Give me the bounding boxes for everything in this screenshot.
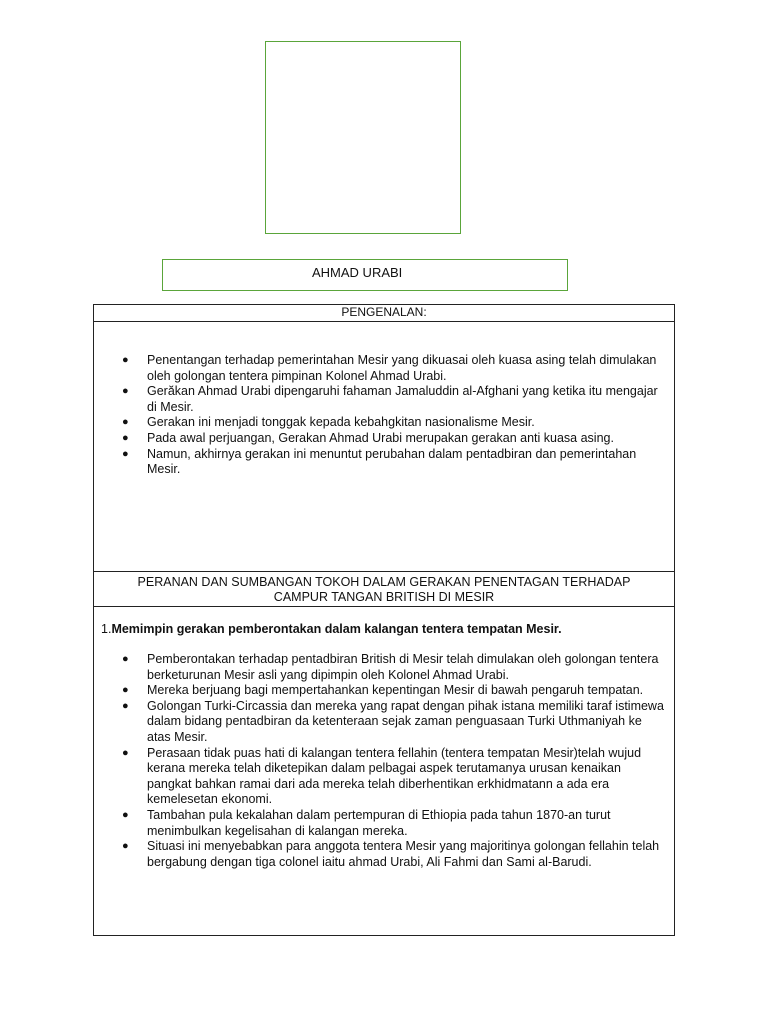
bullet-icon: ● (122, 746, 129, 759)
bullet-icon: ● (122, 431, 129, 444)
list-item: ● Golongan Turki-Circassia dan mereka yang rapat dengan pihak istana memiliki taraf istimewa dalam bidang pentadbiran da ketenteraan sejak zaman penguasaan Turki Uthmaniyah ke atas Mesir. (122, 698, 664, 744)
role-heading-line: CAMPUR TANGAN BRITISH DI MESIR (273, 590, 495, 604)
bullet-icon: ● (122, 385, 129, 398)
bullet-icon: ● (122, 416, 129, 429)
bullet-icon: ● (122, 699, 129, 712)
intro-heading: PENGENALAN: (94, 305, 674, 322)
page-title: AHMAD URABI (312, 265, 403, 280)
point-number: 1. (101, 622, 112, 636)
bullet-icon: ● (122, 447, 129, 460)
list-item: ● Penentangan terhadap pemerintahan Mesir yang dikuasai oleh kuasa asing telah dimulakan oleh golongan tentera pimpinan Kolonel Ahmad Urabi. (122, 353, 657, 383)
content-table (93, 304, 675, 936)
point-title: Memimpin gerakan pemberontakan dalam kalangan tentera tempatan Mesir. (111, 622, 562, 636)
role-heading-line: PERANAN DAN SUMBANGAN TOKOH DALAM GERAKAN PENENTAGAN TERHADAP (137, 575, 631, 589)
list-item: ● Pemberontakan terhadap pentadbiran British di Mesir telah dimulakan oleh golongan tentera berketurunan Mesir asli yang dipimpin oleh Kolonel Ahmad Urabi. (122, 652, 659, 682)
bullet-icon: ● (122, 808, 129, 821)
intro-section (94, 322, 674, 572)
role-bullet-list (94, 652, 674, 870)
bullet-icon: ● (122, 354, 129, 366)
bullet-icon: ● (122, 653, 129, 665)
list-item: ● Tambahan pula kekalahan dalam pertempuran di Ethiopia pada tahun 1870-an turut menimbulkan kegelisahan di kalangan mereka. (122, 807, 611, 838)
role-section (94, 607, 674, 870)
point-heading (101, 621, 674, 637)
list-item: ● Gerăkan Ahmad Urabi dipengaruhi fahaman Jamaluddin al-Afghani yang ketika itu mengajar di Mesir. (122, 384, 658, 414)
list-item: ● Perasaan tidak puas hati di kalangan tentera fellahin (tentera tempatan Mesir)telah wujud kerana mereka telah diketepikan dalam pelbagai aspek terutamanya urusan kenaikan pangkat bahkan ramai dari ada mereka telah diberhentikan erkhidmatann a ada era kemelesetan ekonomi. (122, 745, 642, 807)
list-item: ● Namun, akhirnya gerakan ini menuntut perubahan dalam pentadbiran dan pemerintahan Mesir. (122, 446, 637, 477)
list-item: ● Gerakan ini menjadi tonggak kepada kebahgkitan nasionalisme Mesir. (122, 415, 535, 430)
role-heading (94, 572, 674, 607)
bullet-icon: ● (122, 840, 129, 853)
title-box (162, 259, 568, 291)
list-item: ● Mereka berjuang bagi mempertahankan kepentingan Mesir di bawah pengaruh tempatan. (122, 683, 644, 698)
photo-placeholder (265, 41, 461, 234)
bullet-icon: ● (122, 684, 129, 697)
list-item: ● Pada awal perjuangan, Gerakan Ahmad Urabi merupakan gerakan anti kuasa asing. (122, 430, 614, 445)
list-item: ● Situasi ini menyebabkan para anggota tentera Mesir yang majoritinya golongan fellahin telah bergabung dengan tiga colonel iaitu ahmad Urabi, Ali Fahmi dan Sami al-Barudi. (122, 839, 660, 869)
intro-bullet-list (94, 353, 674, 478)
